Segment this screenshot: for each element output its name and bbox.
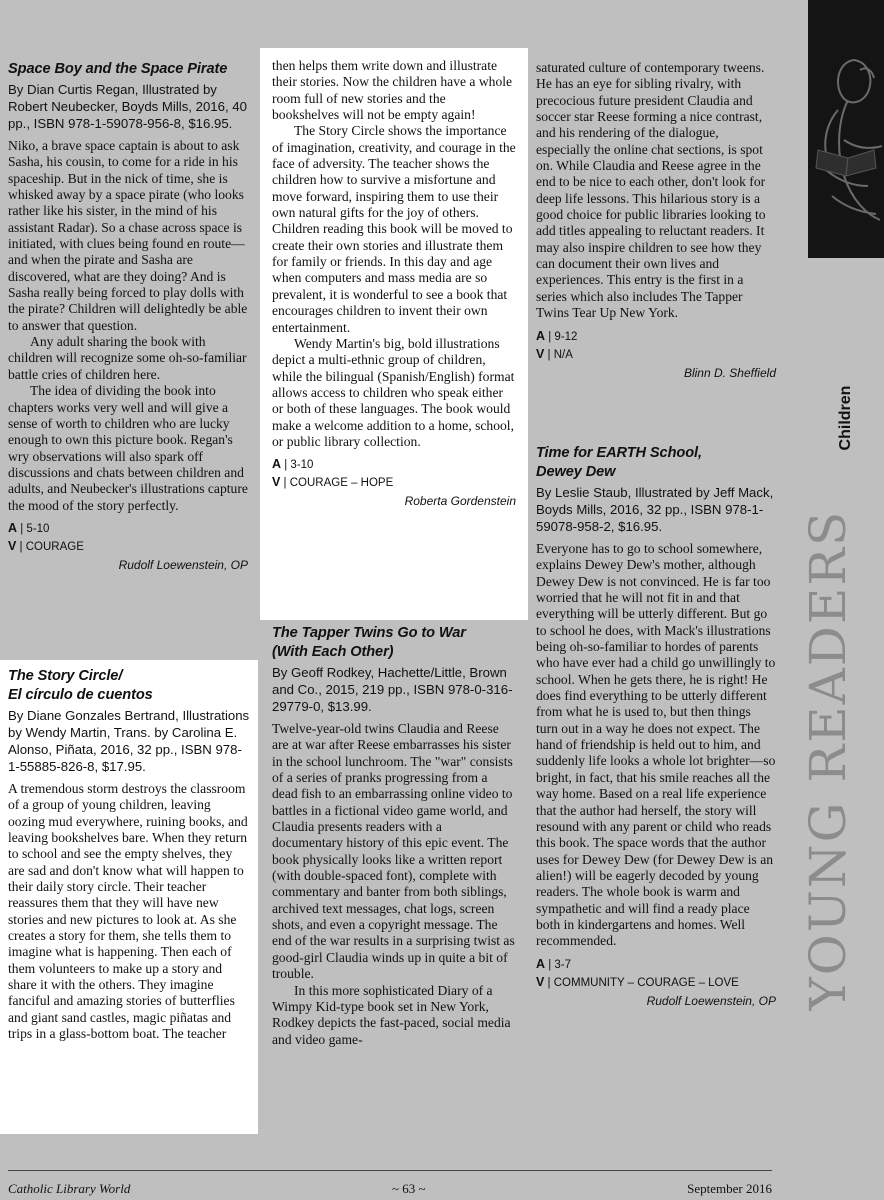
section-illustration (808, 0, 884, 258)
review-body (8, 781, 250, 1043)
values-tags: V | COURAGE – HOPE (272, 475, 394, 490)
review-paragraph: Niko, a brave space captain is about to ask Sasha, his cousin, to come for a ride in his spaceship. But in the nick of time, she is whisked away by a space pirate (who looks rather like his sister, in the mind of his assistant Radar). So a chase across space is initiated, with clues being found en route—and when the pirate and Sasha are discovered, what are they doing? And is Sasha really being forced to play dolls with the pirate? Children will delightedly be able to answer that question. (8, 138, 248, 333)
values-tags: V | COMMUNITY – COURAGE – LOVE (536, 974, 739, 989)
review-body (272, 721, 516, 1048)
review-paragraph: saturated culture of contemporary tweens. He has an eye for sibling rivalry, with precocious future president Claudia and soccer star Reese forming a nice contrast, and his rendering of the dialogue, especially the online chat sections, is spot on. While Claudia and Reese agree in the end to be nice to each other, don't look for deep life lessons. This hilarious story is a good choice for public libraries looking to add titles appealing to reluctant readers. It may also inspire children to see how they can document their own lives and experiences. This entry is the first in a series which also includes The Tapper Twins Tear Up New York. (536, 60, 766, 321)
review-paragraph: In this more sophisticated Diary of a Wimpy Kid-type book set in New York, Rodkey depicts the fast-paced, social media and video game- (272, 982, 511, 1047)
review-title-line2: (With Each Other) (272, 644, 394, 660)
age-range: A | 9-12 (536, 328, 578, 343)
review-biblio: By Dian Curtis Regan, Illustrated by Robert Neubecker, Boyds Mills, 2016, 40 pp., ISBN 978-1-59078-956-8, $16.95. (8, 82, 247, 131)
review-biblio: By Geoff Rodkey, Hachette/Little, Brown and Co., 2015, 219 pp., ISBN 978-0-316-29779-0, $13.99. (272, 665, 513, 714)
section-subtitle: Children (837, 385, 854, 451)
reviewer-name: Rudolf Loewenstein, OP (118, 557, 248, 572)
reviewer-name: Blinn D. Sheffield (683, 365, 776, 380)
review-paragraph: Twelve-year-old twins Claudia and Reese are at war after Reese embarrasses his sister in the school lunchroom. The "war" consists of a series of pranks progressing from a dead fish to an embarrassing online video to battles in a fictional video game world, and Claudia presents readers with a documentary history of this epic event. The book physically looks like a written report (with double-spaced font), complete with commentary and banter from both siblings, archived text messages, chat logs, screen shots, and even a copyright message. The end of the war results in a surprising twist as good-girl Claudia winds up in quite a bit of trouble. (272, 721, 515, 982)
age-range: A | 3-10 (272, 457, 314, 472)
review-title: Time for EARTH School, (536, 445, 702, 461)
review-earth-school (536, 444, 776, 1010)
review-title: The Story Circle/ (8, 668, 123, 684)
review-title-line2: El círculo de cuentos (8, 687, 153, 703)
publication-name: Catholic Library World (8, 1181, 131, 1196)
review-body (8, 138, 248, 514)
review-space-boy (8, 60, 248, 574)
review-paragraph: Any adult sharing the book with children will recognize some oh-so-familiar battle cries of children here. (8, 334, 247, 382)
review-paragraph: A tremendous storm destroys the classroom of a group of young children, leaving oozing mud everywhere, ruining books, and leaving bookshelves bare. When they return to school and see the empty shelves, they are sad and don't know what will happen to their daily story circle. Their teacher reassures them that they will have new stories and new pictures to look at. As she creates a story for them, she tells them to imagine what is happening. Then each of them volunteers to make up a story and share it with the others. They imagine fanciful and amazing stories of butterflies and giant sand castles, magic piñatas and trips in a glass-bottom boat. The teacher (8, 781, 248, 1042)
age-range: A | 3-7 (536, 956, 572, 971)
review-paragraph: The idea of dividing the book into chapters works very well and will give a sense of worth to children who are lucky enough to own this picture book. Regan's wry observations will also spark off discussions and chats between children and adults, and Neubecker's illustrations capture the mood of the story perfectly. (8, 383, 248, 513)
reading-woman-illustration (808, 0, 884, 258)
review-paragraph: then helps them write down and illustrate their stories. Now the children have a whole room full of new stories and the bookshelves will not be empty again! (272, 58, 513, 123)
review-paragraph: Wendy Martin's big, bold illustrations depict a multi-ethnic group of children, while the bilingual (Spanish/English) format allows access to children who speak either or both of these languages. The book would make a welcome addition to a home, school, or public library collection. (272, 335, 515, 449)
reviewer-name: Rudolf Loewenstein, OP (646, 993, 776, 1008)
review-body (536, 60, 776, 322)
review-title: Space Boy and the Space Pirate (8, 61, 228, 77)
review-biblio: By Leslie Staub, Illustrated by Jeff Mack, Boyds Mills, 2016, 32 pp., ISBN 978-1-59078-958-2, $16.95. (536, 485, 774, 534)
review-paragraph: The Story Circle shows the importance of imagination, creativity, and courage in the face of adversity. The teacher shows the children how to survive a misfortune and move forward, inspiring them to use their own natural gifts for the joy of others. Children reading this book will be moved to create their own stories and illustrate them for family or friends. In this day and age when computers and mass media are so prevalent, it is wonderful to see a book that encourages children to invent their own entertainment. (272, 123, 516, 335)
values-tags: V | COURAGE (8, 538, 84, 553)
issue-date: September 2016 (687, 1181, 772, 1196)
review-tapper-twins-continued (536, 60, 776, 382)
review-biblio: By Diane Gonzales Bertrand, Illustrations by Wendy Martin, Trans. by Carolina E. Alonso, Piñata, 2016, 32 pp., ISBN 978-1-55885-826-8, $17.95. (8, 708, 250, 774)
reviewer-name: Roberta Gordenstein (404, 494, 516, 509)
review-title: The Tapper Twins Go to War (272, 625, 466, 641)
page-number: ~ 63 ~ (391, 1181, 426, 1196)
age-range: A | 5-10 (8, 520, 50, 535)
review-story-circle (0, 660, 258, 1134)
review-story-circle-continued (260, 48, 528, 620)
values-tags: V | N/A (536, 346, 573, 361)
page-footer (8, 1170, 772, 1197)
review-title-line2: Dewey Dew (536, 464, 616, 480)
review-body (272, 58, 516, 450)
review-paragraph: Everyone has to go to school somewhere, explains Dewey Dew's mother, although Dewey Dew is not convinced. He is far too worried that he will not fit in and that everything will be utterly different. But go to school he does, with Mack's illustrations being oh-so-familiar to hordes of parents who have ever had a child go unwillingly to school. When he gets there, he is right! He does find everything to be utterly different from what he is used to, but then things turn out in a way he does not expect. The hand of friendship is held out to him, and suddenly life looks a whole lot brighter—so bright, in fact, that his smile reaches all the way home. Based on a real life experience that the author had herself, the story will resound with any parent or child who reads this book. The space words that the author uses for Dewey Dew (for Dewey Dew is an alien!) will be eagerly decoded by young readers. The whole book is warm and sympathetic and will find a ready place both in kindergartens and homes. Well recommended. (536, 541, 776, 949)
review-body (536, 541, 776, 950)
section-title: YOUNG READERS (799, 509, 857, 1011)
review-tapper-twins (272, 624, 516, 1048)
